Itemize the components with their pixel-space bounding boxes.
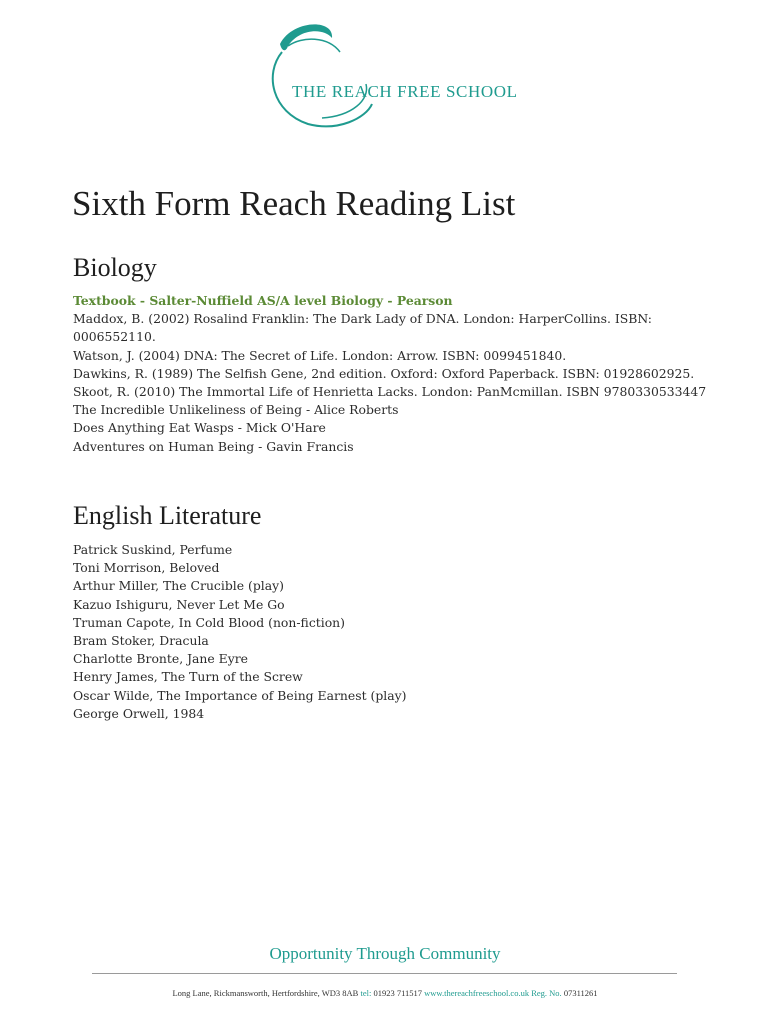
footer-reg-no: 07311261 (563, 988, 598, 998)
footer-website-link[interactable]: www.thereachfreeschool.co.uk (424, 988, 530, 998)
footer-reg-label: Reg. No. (531, 988, 562, 998)
list-item: Oscar Wilde, The Importance of Being Earnest (play) (73, 687, 407, 703)
list-item: Watson, J. (2004) DNA: The Secret of Life. London: Arrow. ISBN: 0099451840. (73, 347, 567, 363)
list-item: Henry James, The Turn of the Screw (73, 669, 303, 685)
list-item: Dawkins, R. (1989) The Selfish Gene, 2nd edition. Oxford: Oxford Paperback. ISBN: 01928602925. (73, 365, 695, 381)
list-item: Adventures on Human Being - Gavin Francis (73, 438, 354, 454)
list-item: Maddox, B. (2002) Rosalind Franklin: The Dark Lady of DNA. London: HarperCollins. ISBN: (73, 311, 652, 327)
list-item: George Orwell, 1984 (73, 705, 205, 721)
list-item: Kazuo Ishiguru, Never Let Me Go (73, 596, 285, 612)
list-item: Charlotte Bronte, Jane Eyre (73, 651, 248, 667)
list-item: Toni Morrison, Beloved (73, 560, 220, 576)
list-item: Truman Capote, In Cold Blood (non-fiction) (73, 614, 345, 630)
logo-swoosh-icon (262, 22, 522, 132)
list-item: Does Anything Eat Wasps - Mick O'Hare (73, 420, 326, 436)
list-item: 0006552110. (73, 329, 156, 345)
list-item: Skoot, R. (2010) The Immortal Life of Henrietta Lacks. London: PanMcmillan. ISBN 9780330533447 (73, 384, 707, 400)
school-logo (262, 22, 522, 132)
list-item-textbook: Textbook - Salter-Nuffield AS/A level Biology - Pearson (73, 293, 453, 308)
list-item: Arthur Miller, The Crucible (play) (73, 578, 284, 594)
section-heading-english-literature: English Literature (73, 501, 262, 530)
page-title: Sixth Form Reach Reading List (72, 184, 516, 223)
footer-motto: Opportunity Through Community (269, 944, 501, 963)
footer-tel: 01923 711517 (373, 988, 423, 998)
biology-reading-list (73, 292, 706, 456)
footer-divider (92, 973, 677, 974)
footer-address-line (0, 988, 770, 998)
section-heading-biology: Biology (73, 253, 157, 282)
footer-tel-label: tel: (360, 988, 372, 998)
list-item: Bram Stoker, Dracula (73, 633, 209, 649)
list-item: Patrick Suskind, Perfume (73, 542, 233, 557)
english-literature-reading-list (73, 541, 406, 723)
footer-address: Long Lane, Rickmansworth, Hertfordshire, WD3 8AB (172, 988, 359, 998)
list-item: The Incredible Unlikeliness of Being - Alice Roberts (73, 402, 399, 418)
logo-text: THE REACH FREE SCHOOL (292, 82, 518, 101)
